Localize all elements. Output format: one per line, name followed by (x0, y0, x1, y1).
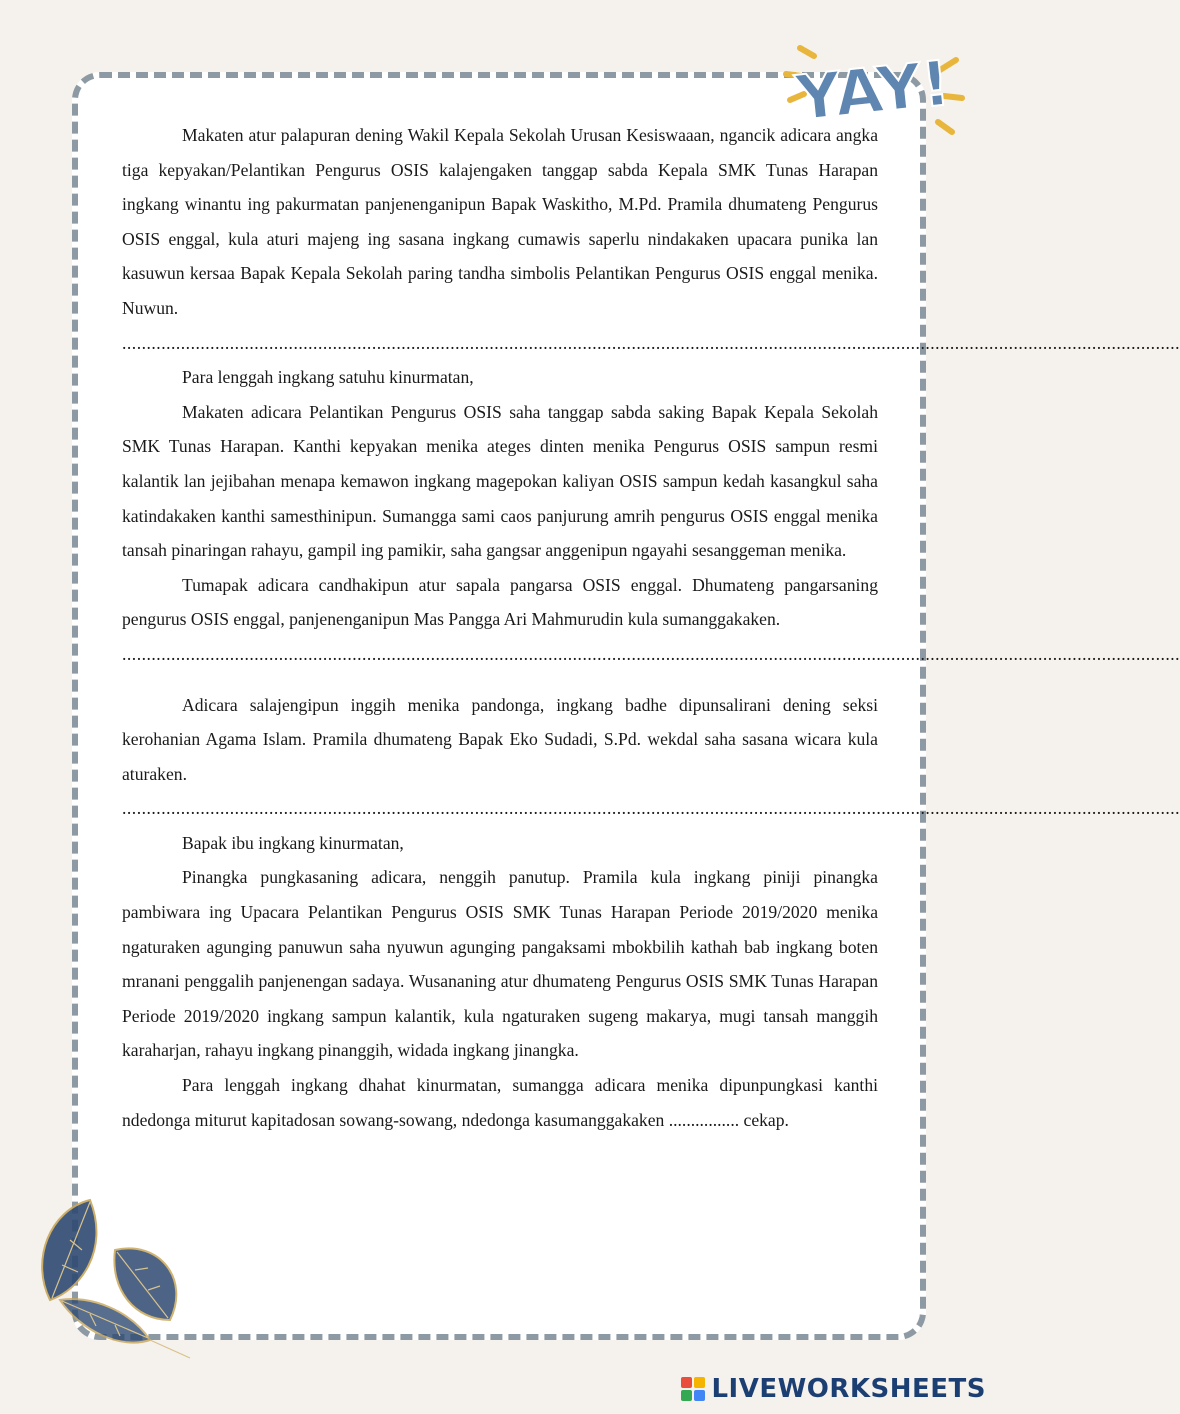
leaves-decoration (20, 1180, 200, 1370)
document-body (122, 118, 1180, 1137)
brand-name: LIVEWORKSHEETS (711, 1374, 986, 1404)
paragraph-6: Bapak ibu ingkang kinurmatan, (182, 832, 404, 853)
brand-mark-icon (681, 1377, 705, 1401)
brand-logo (681, 1372, 986, 1406)
paragraph-5: Adicara salajengipun inggih menika pandonga, ingkang badhe dipunsalirani dening seksi kerohanian Agama Islam. Pramila dhumateng Bapak Eko Sudadi, S.Pd. wekdal saha sasana wicara kula aturaken. (122, 694, 878, 784)
fill-in-line-2[interactable]: ........................................................................................................................................................................................................................ (122, 643, 1180, 664)
yay-text: YAY! (792, 46, 954, 135)
paragraph-2: Para lenggah ingkang satuhu kinurmatan, (182, 367, 474, 388)
fill-in-line-3[interactable]: ........................................................................................................................................................................................................................ (122, 798, 1180, 819)
paragraph-3: Makaten adicara Pelantikan Pengurus OSIS saha tanggap sabda saking Bapak Kepala Sekolah SMK Tunas Harapan. Kanthi kepyakan menika ateges dinten menika Pengurus OSIS sampun resmi kalantik lan jejibahan menapa kemawon ingkang magepokan kaliyan OSIS sampun kedah kasangkul saha katindakaken kanthi samesthinipun. Sumangga sami caos panjurung amrih pengurus OSIS enggal menika tansah pinaringan rahayu, gampil ing pamikir, saha gangsar anggenipun ngayahi sesanggeman menika. (122, 401, 878, 561)
paragraph-1: Makaten atur palapuran dening Wakil Kepala Sekolah Urusan Kesiswaaan, ngancik adicara angka tiga kepyakan/Pelantikan Pengurus OSIS kalajengaken tanggap sabda Kepala SMK Tunas Harapan ingkang winantu ing pakurmatan panjenenganipun Bapak Waskitho, M.Pd. Pramila dhumateng Pengurus OSIS enggal, kula aturi majeng ing sasana ingkang cumawis saperlu nindakaken upacara punika lan kasuwun kersaa Bapak Kepala Sekolah paring tandha simbolis Pelantikan Pengurus OSIS enggal menika. Nuwun. (122, 125, 878, 318)
paragraph-7: Pinangka pungkasaning adicara, nenggih panutup. Pramila kula ingkang piniji pinangka pambiwara ing Upacara Pelantikan Pengurus OSIS SMK Tunas Harapan Periode 2019/2020 menika ngaturaken agunging panuwun saha nyuwun agunging pangaksami mbokbilih kathah bab ingkang boten mranani penggalih panjenengan sadaya. Wusananing atur dhumateng Pengurus OSIS SMK Tunas Harapan Periode 2019/2020 ingkang sampun kalantik, kula ngaturaken sugeng makarya, mugi tansah manggih karaharjan, rahayu ingkang pinanggih, widada ingkang jinangka. (122, 867, 878, 1061)
paragraph-8: Para lenggah ingkang dhahat kinurmatan, sumangga adicara menika dipunpungkasi kanthi ndedonga miturut kapitadosan sowang-sowang, ndedonga kasumanggakaken ................ cekap. (122, 1075, 878, 1130)
fill-in-line-1[interactable]: ........................................................................................................................................................................................................................ (122, 332, 1180, 353)
paragraph-4: Tumapak adicara candhakipun atur sapala pangarsa OSIS enggal. Dhumateng pangarsaning pengurus OSIS enggal, panjenenganipun Mas Pangga Ari Mahmurudin kula sumanggakaken. (122, 574, 878, 630)
